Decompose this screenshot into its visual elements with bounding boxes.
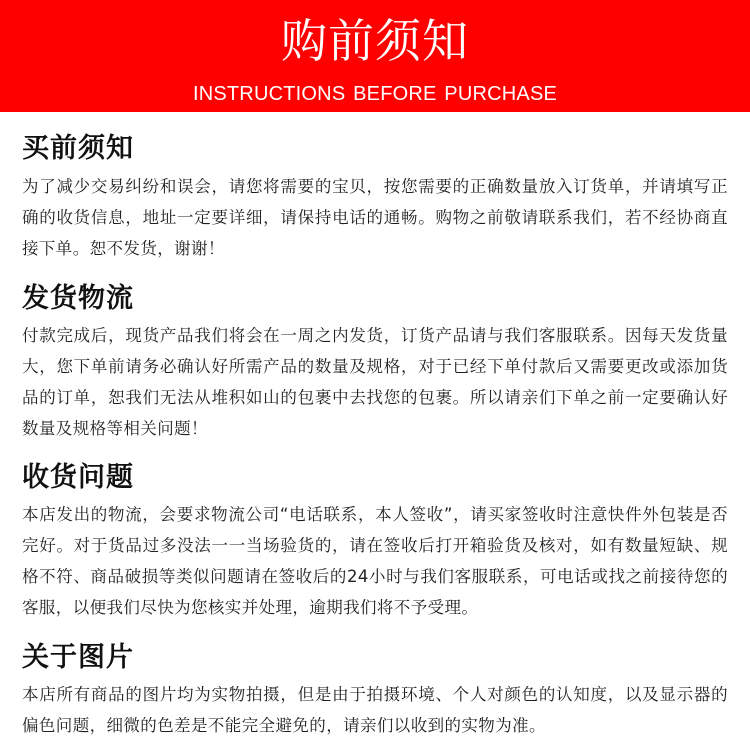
section-before-purchase: [22, 112, 728, 264]
section-receiving-issues: [22, 444, 728, 623]
instructions-content: [0, 112, 750, 741]
section-shipping-logistics: [22, 264, 728, 444]
section-title-before-purchase: 买前须知: [22, 133, 134, 164]
section-title-receiving-issues: 收货问题: [22, 462, 134, 493]
section-body-receiving-issues: 本店发出的物流，会要求物流公司“电话联系，本人签收”，请买家签收时注意快件外包装是否完好。对于货品过多没法一一当场验货的，请在签收后打开箱验货及核对，如有数量短缺、规格不符、商品破损等类似问题请在签收后的24小时与我们客服联系，可电话或找之前接待您的客服，以便我们尽快为您核实并处理，逾期我们将不予受理。: [22, 505, 728, 617]
banner-title: 购前须知: [281, 14, 469, 68]
section-title-shipping-logistics: 发货物流: [22, 283, 134, 314]
section-body-about-images: 本店所有商品的图片均为实物拍摄，但是由于拍摄环境、个人对颜色的认知度，以及显示器的偏色问题，细微的色差是不能完全避免的，请亲们以收到的实物为准。: [22, 685, 728, 735]
section-about-images: [22, 623, 728, 741]
section-title-about-images: 关于图片: [22, 642, 134, 673]
header-banner: [0, 0, 750, 112]
section-body-shipping-logistics: 付款完成后，现货产品我们将会在一周之内发货，订货产品请与我们客服联系。因每天发货量大，您下单前请务必确认好所需产品的数量及规格，对于已经下单付款后又需要更改或添加货品的订单，恕我们无法从堆积如山的包裹中去找您的包裹。所以请亲们下单之前一定要确认好数量及规格等相关问题！: [22, 326, 728, 438]
section-body-before-purchase: 为了减少交易纠纷和误会，请您将需要的宝贝，按您需要的正确数量放入订货单，并请填写正确的收货信息，地址一定要详细，请保持电话的通畅。购物之前敬请联系我们，若不经协商直接下单。恕不发货，谢谢！: [22, 177, 728, 258]
banner-subtitle: INSTRUCTIONS BEFORE PURCHASE: [192, 83, 558, 105]
